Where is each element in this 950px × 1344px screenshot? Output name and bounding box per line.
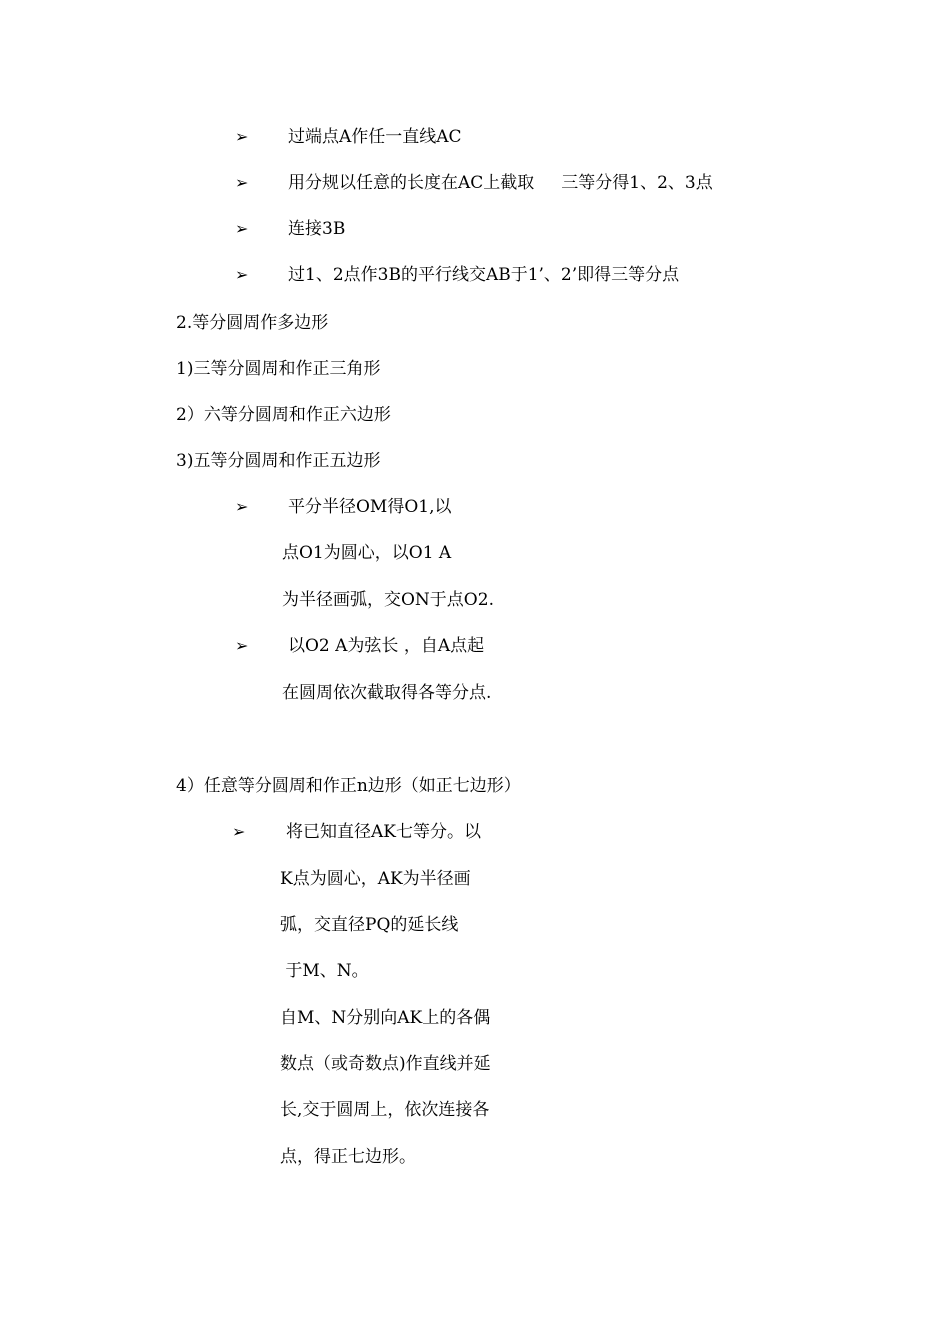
step-line: 以O2 A为弦长 ，自A点起	[288, 636, 485, 656]
bullet-arrow-icon: ➢	[235, 219, 249, 238]
step-line: 数点（或奇数点)作直线并延	[280, 1054, 491, 1074]
step-line: 连接3B	[288, 219, 346, 239]
step-line: 弧，交直径PQ的延长线	[280, 915, 459, 935]
bullet-arrow-icon: ➢	[235, 497, 249, 516]
step-line: 于M、N。	[280, 961, 369, 981]
step-line: 长,交于圆周上，依次连接各	[280, 1100, 490, 1120]
bullet-arrow-icon: ➢	[235, 636, 249, 655]
step-line: 点，得正七边形。	[280, 1147, 416, 1167]
step-line: 在圆周依次截取得各等分点.	[282, 683, 492, 703]
step-line: 点O1为圆心，以O1 A	[282, 543, 452, 563]
step-line: 将已知直径AK七等分。以	[286, 822, 481, 842]
step-line: 平分半径OM得O1,以	[288, 497, 452, 517]
step-line: K点为圆心，AK为半径画	[280, 869, 471, 889]
section-heading: 2.等分圆周作多边形	[176, 313, 329, 333]
step-line: 为半径画弧，交ON于点O2.	[282, 590, 494, 610]
subsection-heading: 1)三等分圆周和作正三角形	[176, 359, 381, 379]
bullet-arrow-icon: ➢	[235, 265, 249, 284]
subsection-heading: 4）任意等分圆周和作正n边形（如正七边形）	[176, 776, 521, 796]
bullet-arrow-icon: ➢	[232, 822, 246, 841]
step-line: 过1、2点作3B的平行线交AB于1’、2’即得三等分点	[288, 265, 680, 285]
subsection-heading: 2）六等分圆周和作正六边形	[176, 405, 391, 425]
bullet-arrow-icon: ➢	[235, 127, 249, 146]
step-line: 过端点A作任一直线AC	[288, 127, 462, 147]
subsection-heading: 3)五等分圆周和作正五边形	[176, 451, 381, 471]
step-line: 自M、N分别向AK上的各偶	[280, 1008, 491, 1028]
bullet-arrow-icon: ➢	[235, 173, 249, 192]
step-line: 用分规以任意的长度在AC上截取 三等分得1、2、3点	[288, 173, 713, 193]
